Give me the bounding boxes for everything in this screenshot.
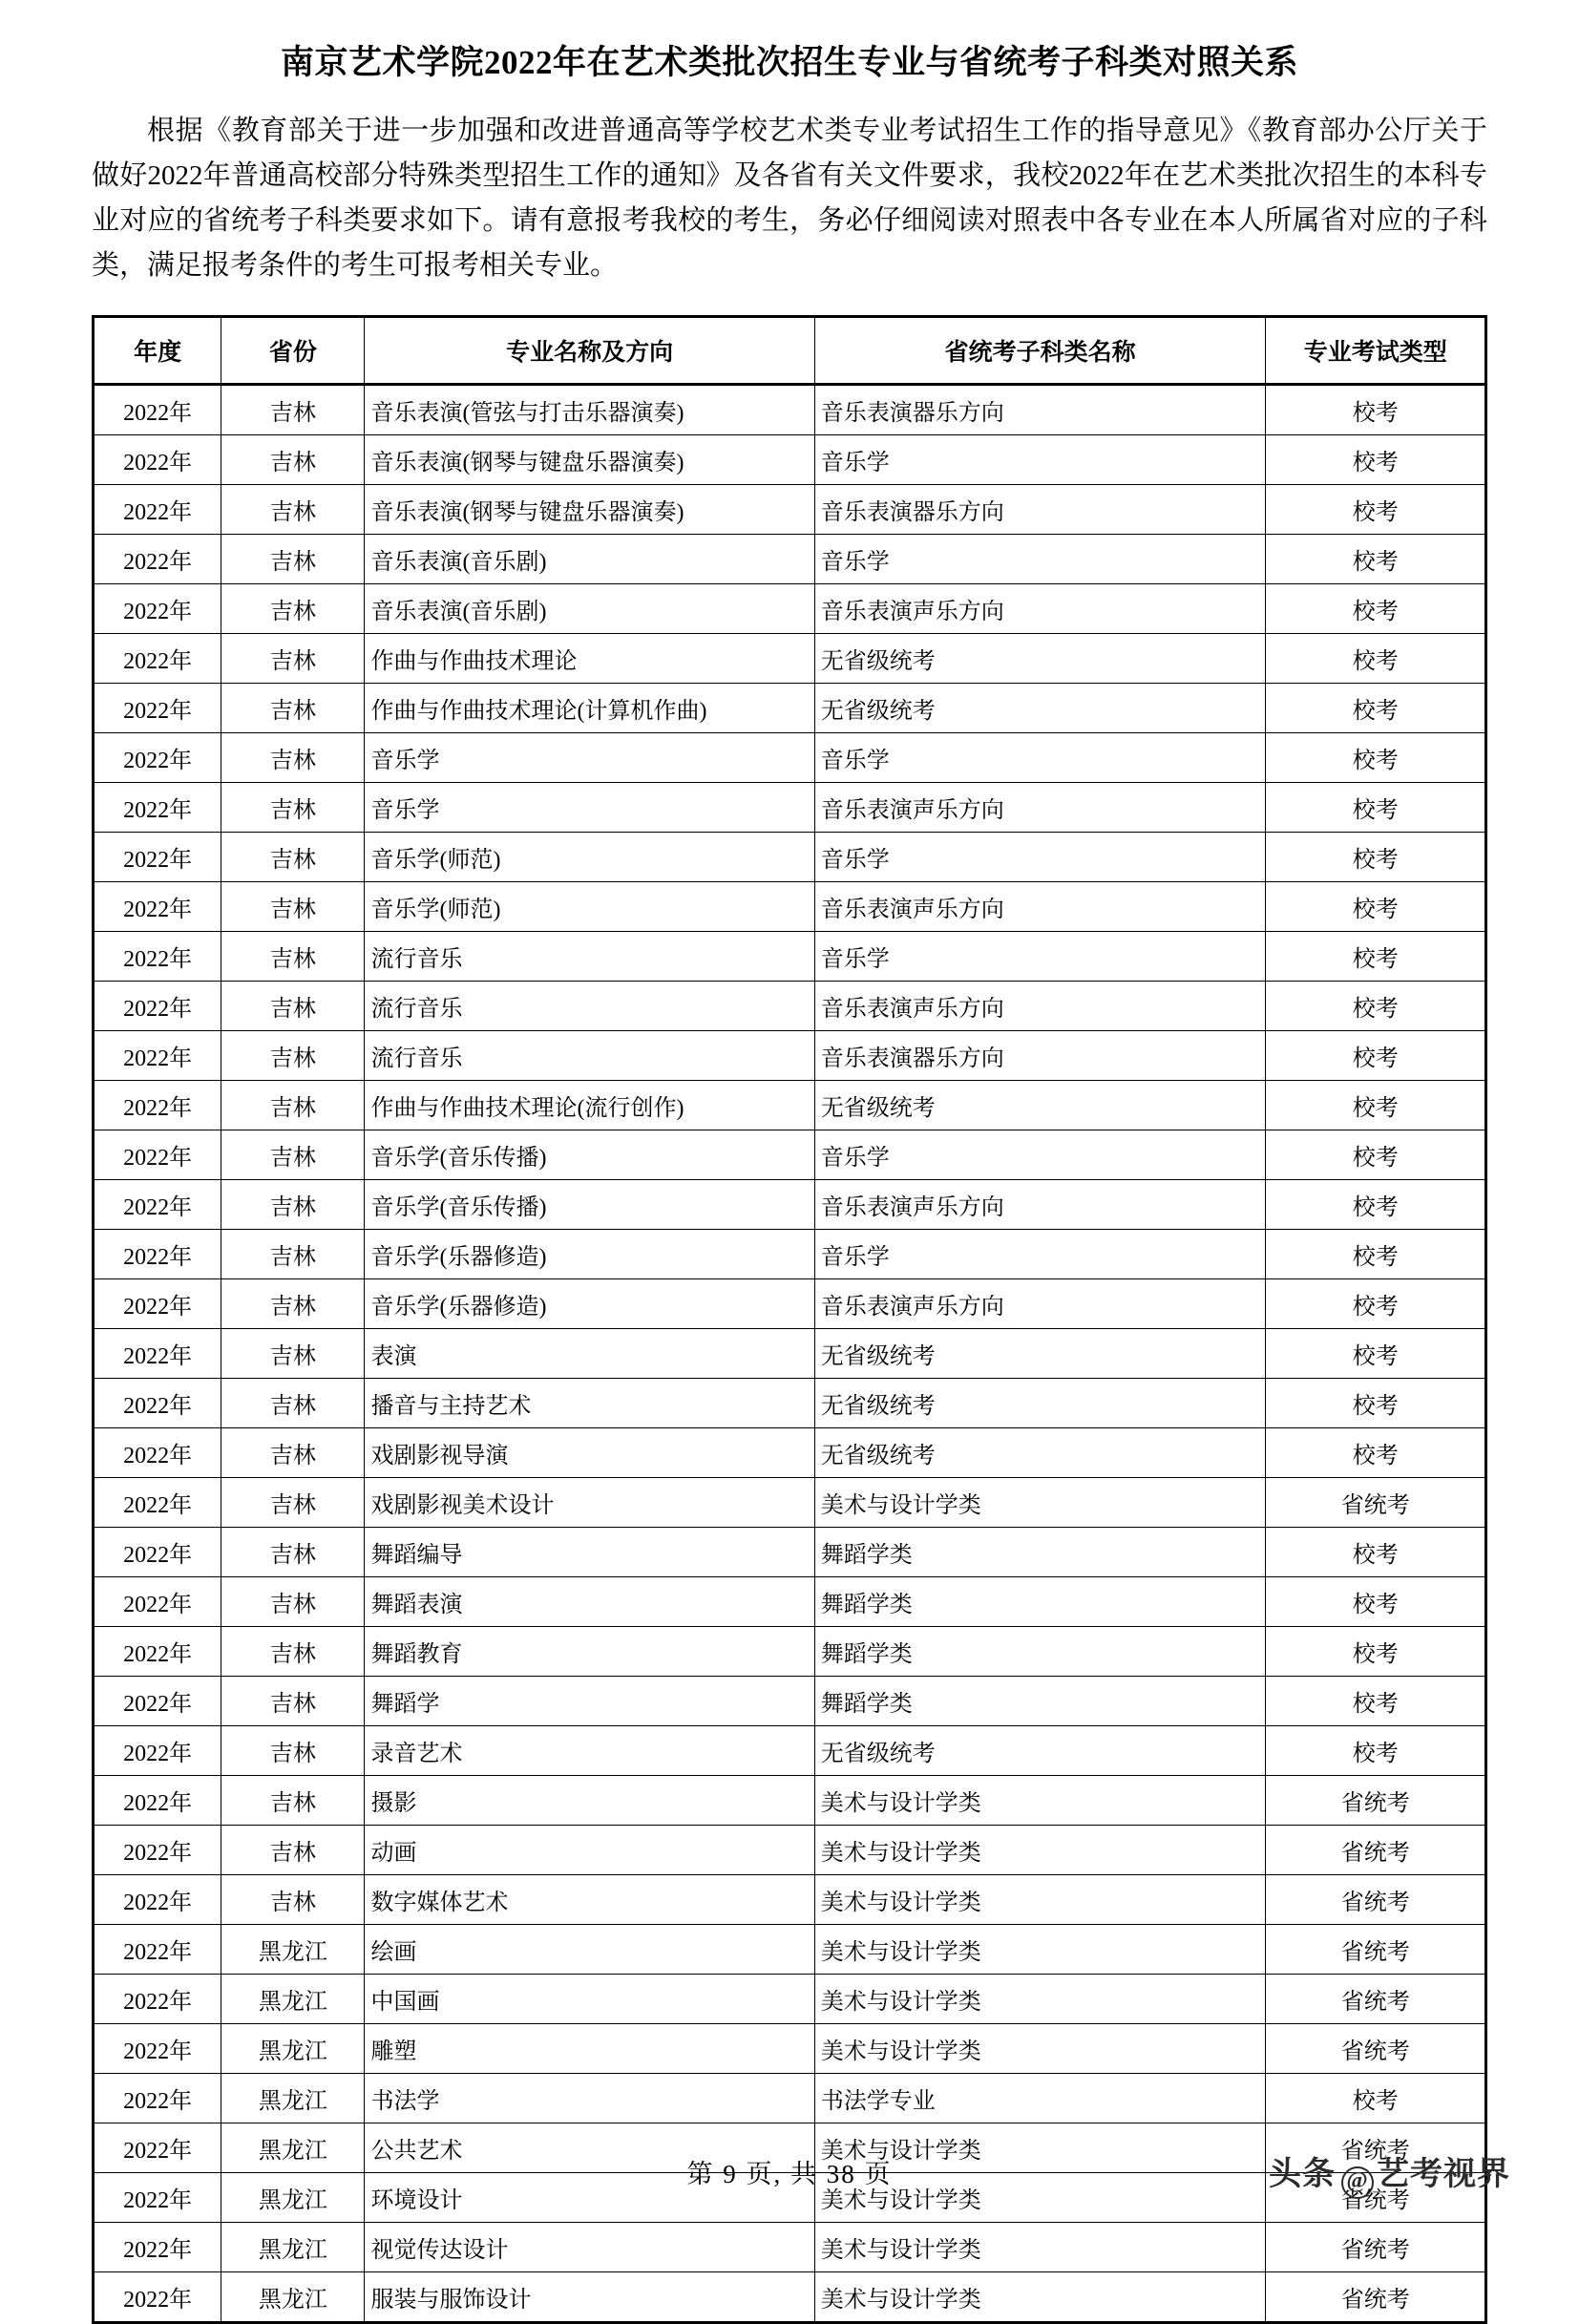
cell-major: 音乐学(乐器修造) bbox=[365, 1278, 814, 1328]
cell-examtype: 校考 bbox=[1266, 583, 1486, 633]
cell-year: 2022年 bbox=[94, 484, 221, 534]
cell-subject: 音乐学 bbox=[814, 434, 1266, 484]
cell-subject: 美术与设计学类 bbox=[814, 2172, 1266, 2222]
cell-province: 黑龙江 bbox=[221, 2023, 365, 2073]
cell-year: 2022年 bbox=[94, 2222, 221, 2271]
cell-province: 吉林 bbox=[221, 633, 365, 683]
cell-subject: 音乐学 bbox=[814, 931, 1266, 981]
cell-subject: 无省级统考 bbox=[814, 633, 1266, 683]
cell-province: 吉林 bbox=[221, 1030, 365, 1080]
cell-year: 2022年 bbox=[94, 2271, 221, 2322]
column-header-examtype: 专业考试类型 bbox=[1266, 316, 1486, 384]
cell-subject: 美术与设计学类 bbox=[814, 2222, 1266, 2271]
cell-subject: 音乐学 bbox=[814, 1229, 1266, 1278]
table-row bbox=[94, 2073, 1486, 2123]
cell-subject: 舞蹈学类 bbox=[814, 1527, 1266, 1576]
table-row bbox=[94, 434, 1486, 484]
column-header-subject: 省统考子科类名称 bbox=[814, 316, 1266, 384]
table-row bbox=[94, 832, 1486, 881]
cell-examtype: 校考 bbox=[1266, 1725, 1486, 1775]
cell-province: 吉林 bbox=[221, 1874, 365, 1924]
cell-subject: 美术与设计学类 bbox=[814, 2271, 1266, 2322]
table-container bbox=[92, 315, 1487, 2324]
cell-subject: 美术与设计学类 bbox=[814, 1924, 1266, 1974]
table-row bbox=[94, 1378, 1486, 1427]
cell-examtype: 校考 bbox=[1266, 981, 1486, 1030]
cell-province: 吉林 bbox=[221, 1527, 365, 1576]
table-row bbox=[94, 2222, 1486, 2271]
cell-examtype: 校考 bbox=[1266, 633, 1486, 683]
table-row bbox=[94, 583, 1486, 633]
table-row bbox=[94, 782, 1486, 832]
column-header-year: 年度 bbox=[94, 316, 221, 384]
cell-subject: 无省级统考 bbox=[814, 1427, 1266, 1477]
page-number: 第 9 页, 共 38 页 bbox=[686, 2160, 893, 2188]
cell-subject: 无省级统考 bbox=[814, 1725, 1266, 1775]
cell-examtype: 校考 bbox=[1266, 534, 1486, 583]
cell-province: 吉林 bbox=[221, 1278, 365, 1328]
cell-examtype: 省统考 bbox=[1266, 2023, 1486, 2073]
cell-major: 数字媒体艺术 bbox=[365, 1874, 814, 1924]
cell-year: 2022年 bbox=[94, 2023, 221, 2073]
cell-examtype: 校考 bbox=[1266, 732, 1486, 782]
cell-examtype: 校考 bbox=[1266, 1427, 1486, 1477]
cell-major: 戏剧影视美术设计 bbox=[365, 1477, 814, 1527]
cell-year: 2022年 bbox=[94, 384, 221, 434]
table-row bbox=[94, 1725, 1486, 1775]
cell-province: 吉林 bbox=[221, 1130, 365, 1179]
cell-examtype: 省统考 bbox=[1266, 1974, 1486, 2023]
cell-examtype: 校考 bbox=[1266, 1527, 1486, 1576]
cell-province: 吉林 bbox=[221, 1725, 365, 1775]
cell-subject: 无省级统考 bbox=[814, 1378, 1266, 1427]
cell-examtype: 校考 bbox=[1266, 384, 1486, 434]
cell-examtype: 省统考 bbox=[1266, 1477, 1486, 1527]
cell-province: 吉林 bbox=[221, 1427, 365, 1477]
cell-major: 舞蹈编导 bbox=[365, 1527, 814, 1576]
table-row bbox=[94, 1626, 1486, 1676]
table-row bbox=[94, 1775, 1486, 1825]
cell-examtype: 省统考 bbox=[1266, 2222, 1486, 2271]
cell-year: 2022年 bbox=[94, 1477, 221, 1527]
table-header-row bbox=[94, 316, 1486, 384]
cell-year: 2022年 bbox=[94, 2123, 221, 2172]
table-header bbox=[94, 316, 1486, 384]
cell-major: 舞蹈表演 bbox=[365, 1576, 814, 1626]
cell-subject: 美术与设计学类 bbox=[814, 2023, 1266, 2073]
cell-major: 环境设计 bbox=[365, 2172, 814, 2222]
cell-examtype: 省统考 bbox=[1266, 1874, 1486, 1924]
cell-subject: 音乐表演器乐方向 bbox=[814, 484, 1266, 534]
cell-province: 吉林 bbox=[221, 931, 365, 981]
cell-province: 吉林 bbox=[221, 981, 365, 1030]
table-row bbox=[94, 981, 1486, 1030]
table-row bbox=[94, 2023, 1486, 2073]
cell-major: 音乐表演(管弦与打击乐器演奏) bbox=[365, 384, 814, 434]
cell-year: 2022年 bbox=[94, 1974, 221, 2023]
cell-year: 2022年 bbox=[94, 2172, 221, 2222]
table-row bbox=[94, 1974, 1486, 2023]
cell-subject: 音乐表演声乐方向 bbox=[814, 981, 1266, 1030]
table-row bbox=[94, 484, 1486, 534]
cell-examtype: 校考 bbox=[1266, 1328, 1486, 1378]
table-row bbox=[94, 881, 1486, 931]
cell-examtype: 校考 bbox=[1266, 434, 1486, 484]
cell-major: 视觉传达设计 bbox=[365, 2222, 814, 2271]
cell-subject: 音乐表演声乐方向 bbox=[814, 1179, 1266, 1229]
cell-province: 吉林 bbox=[221, 1626, 365, 1676]
cell-examtype: 校考 bbox=[1266, 1030, 1486, 1080]
cell-subject: 音乐表演器乐方向 bbox=[814, 384, 1266, 434]
table-row bbox=[94, 534, 1486, 583]
cell-year: 2022年 bbox=[94, 782, 221, 832]
cell-major: 作曲与作曲技术理论(流行创作) bbox=[365, 1080, 814, 1130]
table-row bbox=[94, 1427, 1486, 1477]
table-row bbox=[94, 1676, 1486, 1725]
cell-examtype: 校考 bbox=[1266, 683, 1486, 732]
page-footer bbox=[0, 2153, 1579, 2201]
table-row bbox=[94, 1576, 1486, 1626]
cell-subject: 音乐学 bbox=[814, 1130, 1266, 1179]
table-row bbox=[94, 1328, 1486, 1378]
cell-year: 2022年 bbox=[94, 1527, 221, 1576]
table-row bbox=[94, 1477, 1486, 1527]
table-row bbox=[94, 732, 1486, 782]
cell-subject: 书法学专业 bbox=[814, 2073, 1266, 2123]
table-row bbox=[94, 1030, 1486, 1080]
cell-examtype: 校考 bbox=[1266, 1626, 1486, 1676]
cell-examtype: 省统考 bbox=[1266, 1924, 1486, 1974]
cell-province: 吉林 bbox=[221, 1775, 365, 1825]
cell-year: 2022年 bbox=[94, 1576, 221, 1626]
cell-year: 2022年 bbox=[94, 434, 221, 484]
cell-examtype: 校考 bbox=[1266, 2073, 1486, 2123]
cell-year: 2022年 bbox=[94, 1328, 221, 1378]
cell-province: 黑龙江 bbox=[221, 1924, 365, 1974]
cell-major: 音乐表演(钢琴与键盘乐器演奏) bbox=[365, 484, 814, 534]
cell-subject: 美术与设计学类 bbox=[814, 1775, 1266, 1825]
cell-year: 2022年 bbox=[94, 832, 221, 881]
cell-year: 2022年 bbox=[94, 881, 221, 931]
cell-subject: 美术与设计学类 bbox=[814, 1825, 1266, 1874]
cell-major: 音乐表演(音乐剧) bbox=[365, 583, 814, 633]
cell-major: 作曲与作曲技术理论(计算机作曲) bbox=[365, 683, 814, 732]
table-row bbox=[94, 931, 1486, 981]
cell-major: 服装与服饰设计 bbox=[365, 2271, 814, 2322]
cell-year: 2022年 bbox=[94, 683, 221, 732]
cell-major: 音乐学(音乐传播) bbox=[365, 1179, 814, 1229]
cell-major: 音乐学(乐器修造) bbox=[365, 1229, 814, 1278]
cell-province: 黑龙江 bbox=[221, 2123, 365, 2172]
cell-year: 2022年 bbox=[94, 1278, 221, 1328]
cell-examtype: 校考 bbox=[1266, 484, 1486, 534]
cell-province: 吉林 bbox=[221, 782, 365, 832]
cell-subject: 音乐表演声乐方向 bbox=[814, 881, 1266, 931]
cell-year: 2022年 bbox=[94, 1725, 221, 1775]
cell-year: 2022年 bbox=[94, 1179, 221, 1229]
cell-examtype: 省统考 bbox=[1266, 2123, 1486, 2172]
cell-province: 吉林 bbox=[221, 384, 365, 434]
cell-province: 吉林 bbox=[221, 1477, 365, 1527]
cell-province: 黑龙江 bbox=[221, 2222, 365, 2271]
cell-examtype: 省统考 bbox=[1266, 1775, 1486, 1825]
cell-province: 吉林 bbox=[221, 1328, 365, 1378]
cell-year: 2022年 bbox=[94, 1030, 221, 1080]
table-row bbox=[94, 1874, 1486, 1924]
cell-major: 音乐学(音乐传播) bbox=[365, 1130, 814, 1179]
cell-year: 2022年 bbox=[94, 1676, 221, 1725]
table-row bbox=[94, 2271, 1486, 2322]
cell-province: 吉林 bbox=[221, 484, 365, 534]
cell-examtype: 校考 bbox=[1266, 782, 1486, 832]
cell-subject: 舞蹈学类 bbox=[814, 1676, 1266, 1725]
cell-major: 书法学 bbox=[365, 2073, 814, 2123]
column-header-major: 专业名称及方向 bbox=[365, 316, 814, 384]
cell-major: 中国画 bbox=[365, 1974, 814, 2023]
cell-year: 2022年 bbox=[94, 732, 221, 782]
table-row bbox=[94, 1229, 1486, 1278]
cell-province: 黑龙江 bbox=[221, 1974, 365, 2023]
cell-province: 吉林 bbox=[221, 1576, 365, 1626]
cell-subject: 音乐表演声乐方向 bbox=[814, 1278, 1266, 1328]
watermark-prefix: 头条 bbox=[1269, 2157, 1336, 2192]
cell-major: 音乐表演(音乐剧) bbox=[365, 534, 814, 583]
cell-year: 2022年 bbox=[94, 981, 221, 1030]
cell-subject: 美术与设计学类 bbox=[814, 1974, 1266, 2023]
table-body bbox=[94, 384, 1486, 2322]
cell-examtype: 校考 bbox=[1266, 931, 1486, 981]
cell-major: 绘画 bbox=[365, 1924, 814, 1974]
cell-major: 公共艺术 bbox=[365, 2123, 814, 2172]
cell-subject: 音乐学 bbox=[814, 832, 1266, 881]
cell-province: 吉林 bbox=[221, 434, 365, 484]
cell-province: 吉林 bbox=[221, 534, 365, 583]
cell-year: 2022年 bbox=[94, 633, 221, 683]
cell-examtype: 校考 bbox=[1266, 1278, 1486, 1328]
table-row bbox=[94, 1924, 1486, 1974]
cell-province: 吉林 bbox=[221, 1179, 365, 1229]
cell-subject: 美术与设计学类 bbox=[814, 2123, 1266, 2172]
cell-year: 2022年 bbox=[94, 1874, 221, 1924]
cell-province: 吉林 bbox=[221, 832, 365, 881]
cell-major: 表演 bbox=[365, 1328, 814, 1378]
cell-subject: 无省级统考 bbox=[814, 1080, 1266, 1130]
cell-examtype: 省统考 bbox=[1266, 2271, 1486, 2322]
cell-major: 舞蹈学 bbox=[365, 1676, 814, 1725]
table-row bbox=[94, 384, 1486, 434]
table-row bbox=[94, 1080, 1486, 1130]
cell-subject: 无省级统考 bbox=[814, 1328, 1266, 1378]
cell-province: 黑龙江 bbox=[221, 2271, 365, 2322]
cell-examtype: 校考 bbox=[1266, 881, 1486, 931]
cell-major: 音乐学(师范) bbox=[365, 881, 814, 931]
majors-subject-mapping-table bbox=[92, 315, 1487, 2324]
cell-year: 2022年 bbox=[94, 1626, 221, 1676]
cell-subject: 美术与设计学类 bbox=[814, 1874, 1266, 1924]
cell-major: 舞蹈教育 bbox=[365, 1626, 814, 1676]
cell-examtype: 省统考 bbox=[1266, 1825, 1486, 1874]
cell-major: 摄影 bbox=[365, 1775, 814, 1825]
cell-subject: 舞蹈学类 bbox=[814, 1576, 1266, 1626]
cell-major: 录音艺术 bbox=[365, 1725, 814, 1775]
cell-province: 吉林 bbox=[221, 1676, 365, 1725]
cell-major: 音乐表演(钢琴与键盘乐器演奏) bbox=[365, 434, 814, 484]
cell-major: 流行音乐 bbox=[365, 931, 814, 981]
cell-year: 2022年 bbox=[94, 1825, 221, 1874]
watermark bbox=[1269, 2147, 1510, 2199]
cell-examtype: 校考 bbox=[1266, 1130, 1486, 1179]
table-row bbox=[94, 1278, 1486, 1328]
cell-province: 吉林 bbox=[221, 1229, 365, 1278]
table-row bbox=[94, 1179, 1486, 1229]
cell-major: 动画 bbox=[365, 1825, 814, 1874]
cell-year: 2022年 bbox=[94, 1229, 221, 1278]
column-header-province: 省份 bbox=[221, 316, 365, 384]
cell-subject: 无省级统考 bbox=[814, 683, 1266, 732]
cell-year: 2022年 bbox=[94, 583, 221, 633]
cell-subject: 音乐表演器乐方向 bbox=[814, 1030, 1266, 1080]
cell-subject: 音乐学 bbox=[814, 534, 1266, 583]
cell-province: 吉林 bbox=[221, 1378, 365, 1427]
cell-province: 吉林 bbox=[221, 881, 365, 931]
cell-year: 2022年 bbox=[94, 1924, 221, 1974]
cell-major: 戏剧影视导演 bbox=[365, 1427, 814, 1477]
cell-examtype: 校考 bbox=[1266, 1179, 1486, 1229]
cell-province: 吉林 bbox=[221, 1080, 365, 1130]
cell-year: 2022年 bbox=[94, 931, 221, 981]
cell-year: 2022年 bbox=[94, 2073, 221, 2123]
cell-examtype: 省统考 bbox=[1266, 2172, 1486, 2222]
table-row bbox=[94, 1527, 1486, 1576]
table-row bbox=[94, 1130, 1486, 1179]
cell-year: 2022年 bbox=[94, 1130, 221, 1179]
intro-paragraph: 根据《教育部关于进一步加强和改进普通高等学校艺术类专业考试招生工作的指导意见》《教育部办公厅关于做好2022年普通高校部分特殊类型招生工作的通知》及各省有关文件要求，我校2022年在艺术类批次招生的本科专业对应的省统考子科类要求如下。请有意报考我校的考生，务必仔细阅读对照表中各专业在本人所属省对应的子科类，满足报考条件的考生可报考相关专业。 bbox=[92, 115, 1487, 281]
cell-examtype: 校考 bbox=[1266, 1576, 1486, 1626]
page-title: 南京艺术学院2022年在艺术类批次招生专业与省统考子科类对照关系 bbox=[280, 44, 1298, 81]
cell-province: 吉林 bbox=[221, 732, 365, 782]
cell-year: 2022年 bbox=[94, 534, 221, 583]
cell-subject: 音乐学 bbox=[814, 732, 1266, 782]
cell-examtype: 校考 bbox=[1266, 1378, 1486, 1427]
cell-major: 音乐学 bbox=[365, 732, 814, 782]
cell-major: 作曲与作曲技术理论 bbox=[365, 633, 814, 683]
table-row bbox=[94, 1825, 1486, 1874]
cell-province: 黑龙江 bbox=[221, 2172, 365, 2222]
cell-subject: 美术与设计学类 bbox=[814, 1477, 1266, 1527]
watermark-name: 艺考视界 bbox=[1377, 2157, 1510, 2192]
table-row bbox=[94, 683, 1486, 732]
cell-subject: 音乐表演声乐方向 bbox=[814, 782, 1266, 832]
at-icon: @ bbox=[1341, 2166, 1374, 2199]
cell-major: 音乐学(师范) bbox=[365, 832, 814, 881]
cell-major: 雕塑 bbox=[365, 2023, 814, 2073]
cell-subject: 舞蹈学类 bbox=[814, 1626, 1266, 1676]
cell-year: 2022年 bbox=[94, 1775, 221, 1825]
cell-examtype: 校考 bbox=[1266, 1676, 1486, 1725]
cell-province: 吉林 bbox=[221, 683, 365, 732]
cell-subject: 音乐表演声乐方向 bbox=[814, 583, 1266, 633]
cell-major: 播音与主持艺术 bbox=[365, 1378, 814, 1427]
table-row bbox=[94, 633, 1486, 683]
cell-year: 2022年 bbox=[94, 1378, 221, 1427]
cell-major: 流行音乐 bbox=[365, 981, 814, 1030]
cell-major: 流行音乐 bbox=[365, 1030, 814, 1080]
cell-examtype: 校考 bbox=[1266, 1229, 1486, 1278]
cell-year: 2022年 bbox=[94, 1080, 221, 1130]
cell-province: 吉林 bbox=[221, 583, 365, 633]
cell-year: 2022年 bbox=[94, 1427, 221, 1477]
cell-examtype: 校考 bbox=[1266, 1080, 1486, 1130]
cell-province: 黑龙江 bbox=[221, 2073, 365, 2123]
cell-examtype: 校考 bbox=[1266, 832, 1486, 881]
cell-major: 音乐学 bbox=[365, 782, 814, 832]
cell-province: 吉林 bbox=[221, 1825, 365, 1874]
